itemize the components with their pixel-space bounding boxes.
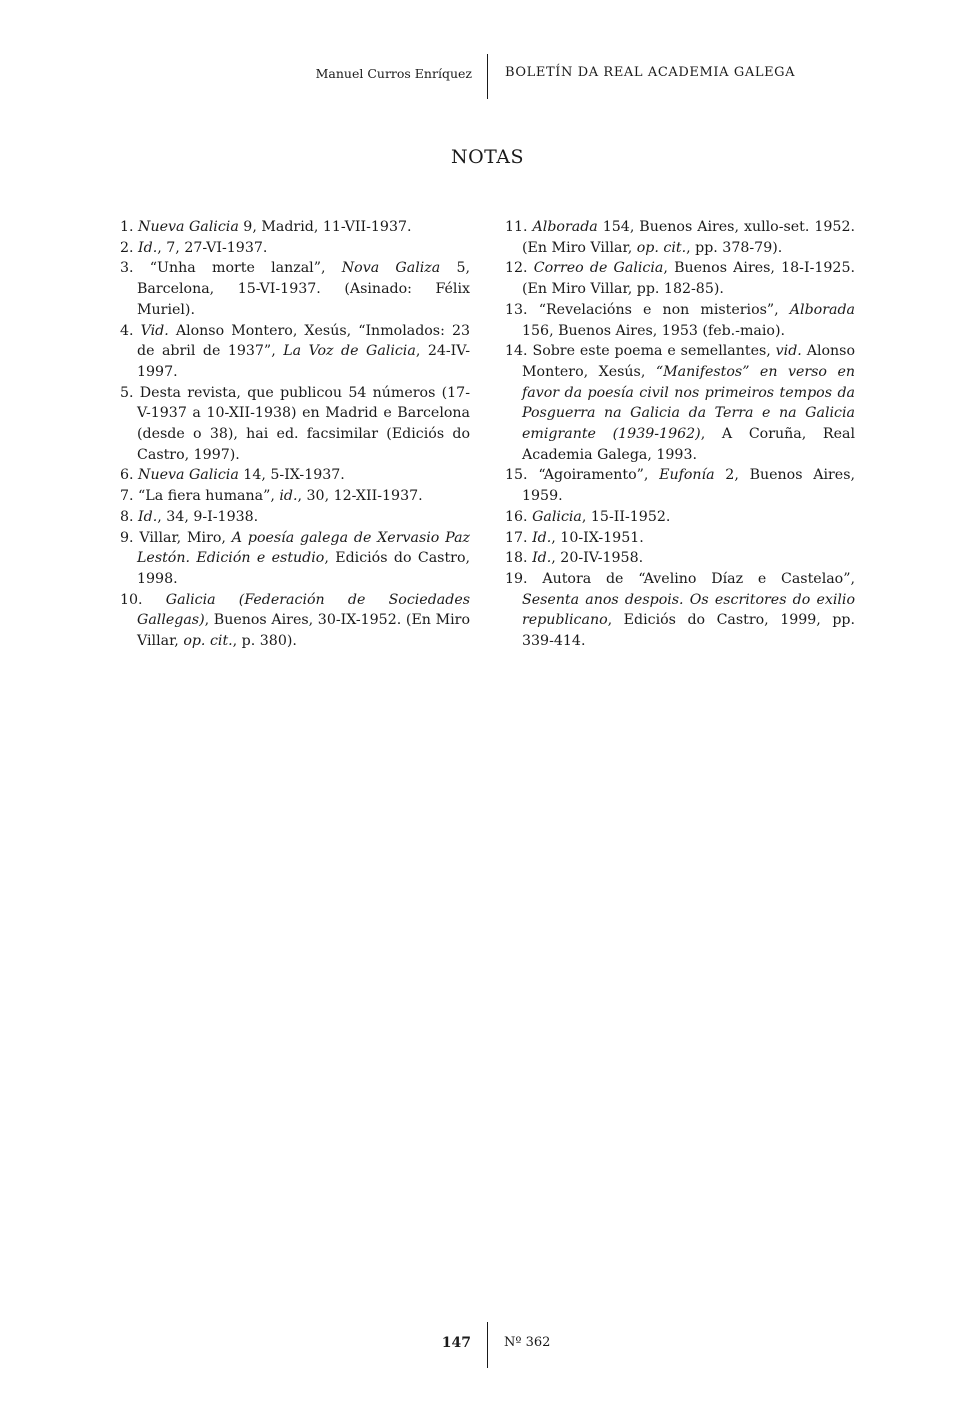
footnote-number: 5.: [120, 384, 140, 401]
footnote-number: 8.: [120, 508, 139, 525]
footnote-number: 18.: [505, 550, 533, 567]
footnote-text: Sobre este poema e semellantes,: [532, 343, 776, 360]
footnote: [505, 258, 855, 299]
footnote-title: Sesenta anos despois. Os escritores do exilio republicano: [522, 591, 855, 629]
footnote-text: 2, Buenos Aires, 1959.: [522, 467, 855, 505]
footnote-title: op. cit.: [183, 633, 233, 650]
footnote-text: 5, Barcelona, 15-VI-1937. (Asinado: Félix Muriel).: [137, 260, 471, 318]
header-divider: [487, 54, 488, 99]
footnote-number: 12.: [505, 260, 534, 277]
footnote-text: , Ediciós do Castro, 1999, pp. 339-414.: [522, 612, 855, 650]
footnote-number: 9.: [120, 529, 140, 546]
footnote-text: , 7, 27-VI-1937.: [157, 239, 268, 256]
footnote: [505, 569, 855, 652]
footnote-text: , 20-IV-1958.: [551, 550, 644, 567]
footnote-number: 2.: [120, 239, 139, 256]
footnote-title: Nueva Galicia: [138, 467, 239, 484]
footnote-text: 156, Buenos Aires, 1953 (feb.-maio).: [522, 322, 786, 339]
footnote-title: Alborada: [789, 301, 855, 318]
footnote-number: 14.: [505, 343, 533, 360]
footnote-number: 4.: [120, 322, 141, 339]
footnote-title: La Voz de Galicia: [283, 343, 416, 360]
footnote-text: , Buenos Aires, 18-I-1925. (En Miro Villar, pp. 182-85).: [522, 260, 855, 298]
footnote-title: Id.: [138, 508, 158, 525]
footnote-number: 6.: [120, 467, 139, 484]
footnote-text: “La fiera humana”,: [138, 488, 280, 505]
footnote-title: vid.: [775, 343, 802, 360]
footnote-text: Alonso Montero, Xesús, “Inmolados: 23 de abril de 1937”,: [137, 322, 471, 360]
footnote-title: Nueva Galicia: [138, 219, 239, 235]
footnote: [505, 548, 855, 569]
footnote-title: Eufonía: [659, 467, 715, 484]
footnote-number: 7.: [120, 488, 139, 505]
footnote-number: 19.: [505, 570, 543, 587]
footnote-number: 3.: [120, 260, 150, 277]
page-number: 147: [441, 1335, 471, 1351]
footnote-text: , Ediciós do Castro, 1998.: [137, 550, 470, 587]
footnote-title: op. cit.: [636, 239, 687, 256]
footnote-number: 15.: [505, 467, 539, 484]
footnote-text: , Buenos Aires, 30-IX-1952. (En Miro Villar,: [137, 612, 470, 650]
footnote-title: Vid.: [140, 322, 169, 339]
footnote: [120, 383, 470, 466]
footnote-title: Nova Galiza: [341, 260, 441, 277]
journal-title: BOLETÍN DA REAL ACADEMIA GALEGA: [505, 65, 796, 80]
footnote-text: Desta revista, que publicou 54 números (17-V-1937 a 10-XII-1938) en Madrid e Barcelona (desde o 38), hai ed. facsimilar (Ediciós do Castro, 1997).: [137, 384, 471, 463]
footnote-text: , pp. 378-79).: [686, 239, 783, 256]
section-title: NOTAS: [450, 146, 525, 168]
footnote-text: , 24-IV-1997.: [137, 343, 471, 380]
footnote-title: id.: [279, 488, 298, 505]
footnote-text: , A Coruña, Real Academia Galega, 1993.: [522, 426, 855, 463]
footnote-text: 9, Madrid, 11-VII-1937.: [238, 219, 412, 235]
footnote-title: Correo de Galicia: [533, 260, 664, 277]
footnote-text: 154, Buenos Aires, xullo-set. 1952. (En Miro Villar,: [522, 219, 855, 256]
footnote: [120, 217, 470, 238]
footnote-text: , 15-II-1952.: [581, 508, 671, 525]
footnote: [120, 465, 470, 486]
footnote: [505, 507, 855, 528]
footnote: [120, 507, 470, 528]
footnote: [505, 300, 855, 341]
footnote-title: “Manifestos” en verso en favor da poesía civil nos primeiros tempos da Posguerra na Galicia da Terra e na Galicia emigrante (1939-1962): [522, 363, 855, 443]
footnote: [505, 217, 855, 258]
footnote-title: Id.: [138, 239, 158, 256]
footnote: [120, 321, 470, 383]
footnote-number: 10.: [120, 591, 166, 608]
footnote-number: 11.: [505, 219, 533, 235]
footnote-number: 13.: [505, 301, 539, 318]
footnote-title: Galicia: [532, 508, 582, 525]
footnote-text: Autora de “Avelino Díaz e Castelao”,: [542, 570, 855, 587]
footnote-text: Villar, Miro,: [139, 529, 232, 546]
footnote-text: , 34, 9-I-1938.: [157, 508, 259, 525]
footnote: [120, 258, 470, 320]
running-title: Manuel Curros Enríquez: [315, 66, 472, 81]
footnote: [120, 528, 470, 590]
footnote: [505, 465, 855, 506]
footnote-title: Id.: [532, 550, 552, 567]
footnote-title: Alborada: [532, 219, 598, 235]
footnote-text: “Revelacións e non misterios”,: [538, 301, 790, 318]
footnote-number: 1.: [120, 219, 139, 235]
footnote-text: , 30, 12-XII-1937.: [297, 488, 423, 505]
footer-divider: [487, 1322, 488, 1368]
issue-number: Nº 362: [504, 1335, 551, 1350]
footnote-title: Galicia (Federación de Sociedades Gallegas): [137, 591, 471, 629]
footnote: [120, 590, 470, 652]
footnote-number: 17.: [505, 529, 533, 546]
footnote: [120, 486, 470, 507]
footnote-text: Alonso Montero, Xesús,: [522, 343, 856, 380]
notes-column-right: [505, 217, 855, 652]
footnote-number: 16.: [505, 508, 533, 525]
footnote-text: “Unha morte lanzal”,: [149, 260, 342, 277]
footnote-title: Id.: [532, 529, 552, 546]
footnote: [505, 341, 855, 465]
footnote-text: , 10-IX-1951.: [551, 529, 644, 546]
footnote: [505, 528, 855, 549]
notes-column-left: [120, 217, 470, 652]
footnote-title: A poesía galega de Xervasio Paz Lestón. Edición e estudio: [137, 529, 470, 567]
footnote: [120, 238, 470, 259]
footnote-text: , p. 380).: [232, 633, 297, 650]
footnote-text: “Agoiramento”,: [538, 467, 660, 484]
footnote-text: 14, 5-IX-1937.: [238, 467, 345, 484]
